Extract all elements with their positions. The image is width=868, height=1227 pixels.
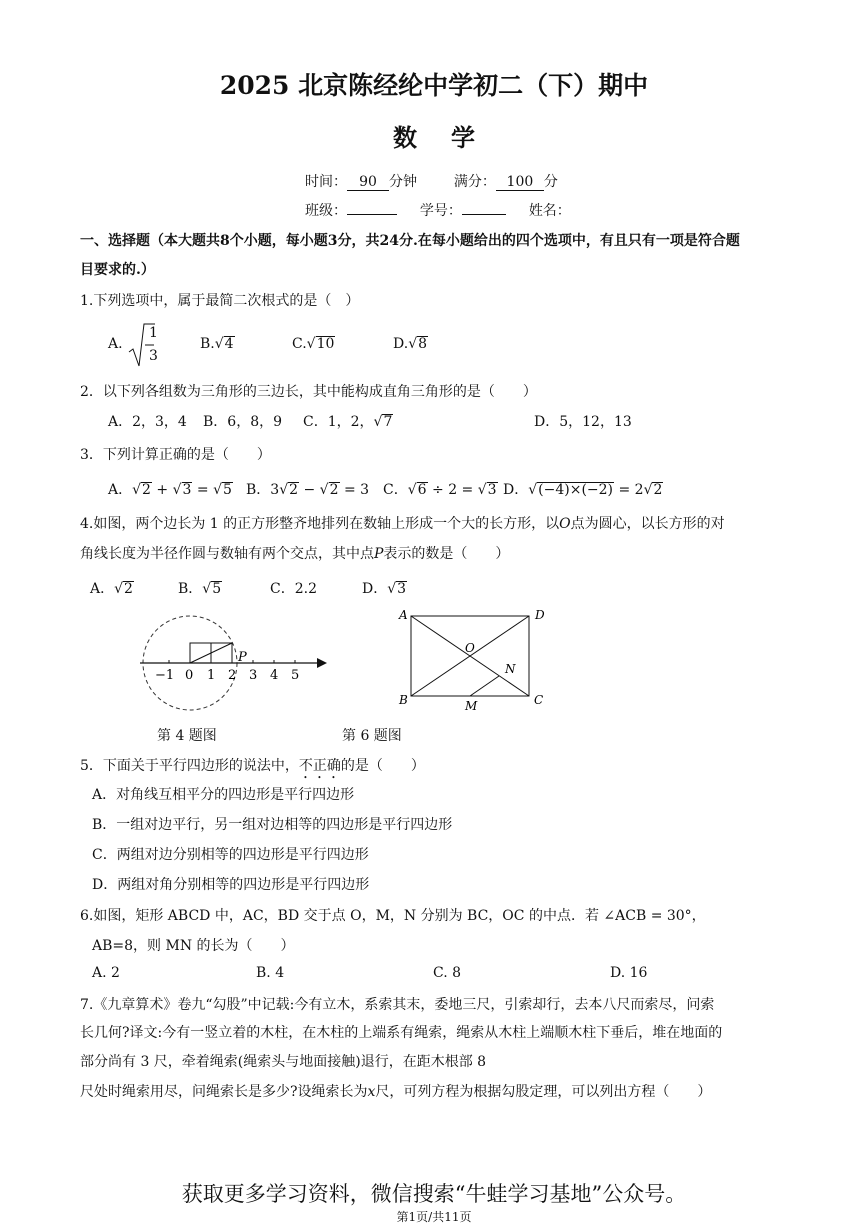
q5-emphasis: 不正确 <box>298 758 341 774</box>
point-p-label: P <box>238 650 247 665</box>
label-n: N <box>505 662 516 676</box>
label-m: M <box>465 699 478 713</box>
time-value: 90 <box>347 175 389 191</box>
q5-option-a[interactable]: A．对角线互相平分的四边形是平行四边形 <box>92 787 355 803</box>
q5-stem: 5．下面关于平行四边形的说法中，不正确的是（ ） <box>80 758 425 774</box>
q3-option-a[interactable]: A．√2 + √3 = √5 <box>108 482 232 498</box>
q7-line3: 部分尚有 3 尺，牵着绳索(绳索头与地面接触)退行，在距木根部 8 <box>80 1054 487 1070</box>
subject-title: 数学 <box>393 123 509 152</box>
q4-option-d[interactable]: D．√3 <box>362 581 407 597</box>
q6-stem-line2: AB=8，则 MN 的长为（ ） <box>92 938 295 954</box>
q5-option-b[interactable]: B．一组对边平行，另一组对边相等的四边形是平行四边形 <box>92 817 453 833</box>
label-a: A <box>399 608 408 622</box>
q5-option-c[interactable]: C．两组对边分别相等的四边形是平行四边形 <box>92 847 369 863</box>
q3-stem: 3．下列计算正确的是（ ） <box>80 447 271 463</box>
tick-0: 0 <box>185 668 194 683</box>
figure-4-caption: 第 4 题图 <box>157 728 217 744</box>
sqrt-icon: √ <box>306 336 316 352</box>
q4-option-a[interactable]: A．√2 <box>90 581 133 597</box>
sqrt-icon: √ <box>373 414 383 430</box>
q6-option-b[interactable]: B. 4 <box>256 965 285 981</box>
label-d: D <box>535 608 545 622</box>
q3-option-c[interactable]: C．√6 ÷ 2 = √3 <box>383 482 497 498</box>
score-label: 满分： <box>453 174 496 190</box>
score-unit: 分 <box>543 174 558 190</box>
q3-option-d[interactable]: D．√(−4)×(−2) = 2√2 <box>503 482 663 498</box>
q7-line4: 尺处时绳索用尽，问绳索长是多少?设绳索长为x尺，可列方程为根据勾股定理，可以列出方程（ ） <box>80 1084 712 1100</box>
q1-a-denominator: 3 <box>149 348 158 364</box>
q4-option-c[interactable]: C．2.2 <box>270 581 317 597</box>
q2-option-b[interactable]: B．6，8，9 <box>203 414 283 430</box>
time-unit: 分钟 <box>389 174 417 190</box>
q1-option-d[interactable]: D.√8 <box>393 336 428 352</box>
time-row <box>305 171 558 191</box>
q4-stem-line1: 4.如图，两个边长为 1 的正方形整齐地排列在数轴上形成一个大的长方形，以O点为圆心，以长方形的对 <box>80 516 725 532</box>
q3-option-b[interactable]: B．3√2 − √2 = 3 <box>246 482 370 498</box>
sqrt-icon: √ <box>408 336 418 352</box>
label-b: B <box>399 693 408 707</box>
section-heading-line2: 目要求的.） <box>80 262 155 278</box>
q6-stem-line1: 6.如图，矩形 ABCD 中，AC，BD 交于点 O，M，N 分别为 BC，OC 的中点．若 ∠ACB = 30°， <box>80 908 706 924</box>
sqrt-icon: √ <box>214 336 224 352</box>
q6-option-c[interactable]: C. 8 <box>433 965 462 981</box>
score-value: 100 <box>496 175 544 191</box>
q4-option-b[interactable]: B．√5 <box>178 581 222 597</box>
tick-3: 3 <box>249 668 258 683</box>
q2-option-c[interactable]: C．1，2，√7 <box>303 414 393 430</box>
q2-stem: 2．以下列各组数为三角形的三边长，其中能构成直角三角形的是（ ） <box>80 384 537 400</box>
figure-4-number-line <box>135 605 330 715</box>
figure-6-rectangle <box>395 604 555 714</box>
tick-neg1: −1 <box>155 668 175 683</box>
q7-line1: 7.《九章算术》卷九“勾股”中记载:今有立木，系索其末，委地三尺，引索却行，去本八尺而索尽，问索 <box>80 997 715 1013</box>
q6-option-d[interactable]: D. 16 <box>610 965 648 981</box>
id-blank[interactable] <box>462 214 506 215</box>
exam-title: 2025 北京陈经纶中学初二（下）期中 <box>219 71 649 100</box>
section-heading-line1: 一、选择题（本大题共8个小题，每小题3分，共24分.在每小题给出的四个选项中，有且只有一项是符合题 <box>80 233 740 249</box>
id-label: 学号： <box>419 203 462 219</box>
figure-6-caption: 第 6 题图 <box>342 728 402 744</box>
q2-option-a[interactable]: A．2，3，4 <box>108 414 187 430</box>
q6-option-a[interactable]: A. 2 <box>92 965 120 981</box>
student-info-row <box>305 200 571 220</box>
name-label: 姓名： <box>528 203 571 219</box>
class-label: 班级： <box>305 203 347 219</box>
q1-option-c[interactable]: C.√10 <box>292 336 335 352</box>
page-number: 第1页/共11页 <box>396 1210 472 1224</box>
tick-2: 2 <box>228 668 237 683</box>
q2-option-d[interactable]: D．5，12，13 <box>534 414 632 430</box>
q1-stem: 1.下列选项中，属于最简二次根式的是（ ） <box>80 293 360 309</box>
label-o: O <box>465 641 475 655</box>
class-blank[interactable] <box>347 214 397 215</box>
q7-line2: 长几何?译文:今有一竖立着的木柱，在木柱的上端系有绳索，绳索从木柱上端顺木柱下垂后，堆在地面的 <box>80 1025 723 1041</box>
q5-option-d[interactable]: D．两组对角分别相等的四边形是平行四边形 <box>92 877 370 893</box>
tick-4: 4 <box>270 668 279 683</box>
q4-stem-line2: 角线长度为半径作圆与数轴有两个交点，其中点P表示的数是（ ） <box>80 546 510 562</box>
q1-option-a[interactable]: A. 1 3 <box>108 322 155 368</box>
tick-1: 1 <box>207 668 216 683</box>
q1-a-numerator: 1 <box>149 325 158 341</box>
q1-option-b[interactable]: B.√4 <box>200 336 234 352</box>
footer-promo: 获取更多学习资料，微信搜索“牛蛙学习基地”公众号。 <box>181 1182 687 1206</box>
label-c: C <box>534 693 544 707</box>
tick-5: 5 <box>291 668 300 683</box>
time-label: 时间： <box>305 174 347 190</box>
